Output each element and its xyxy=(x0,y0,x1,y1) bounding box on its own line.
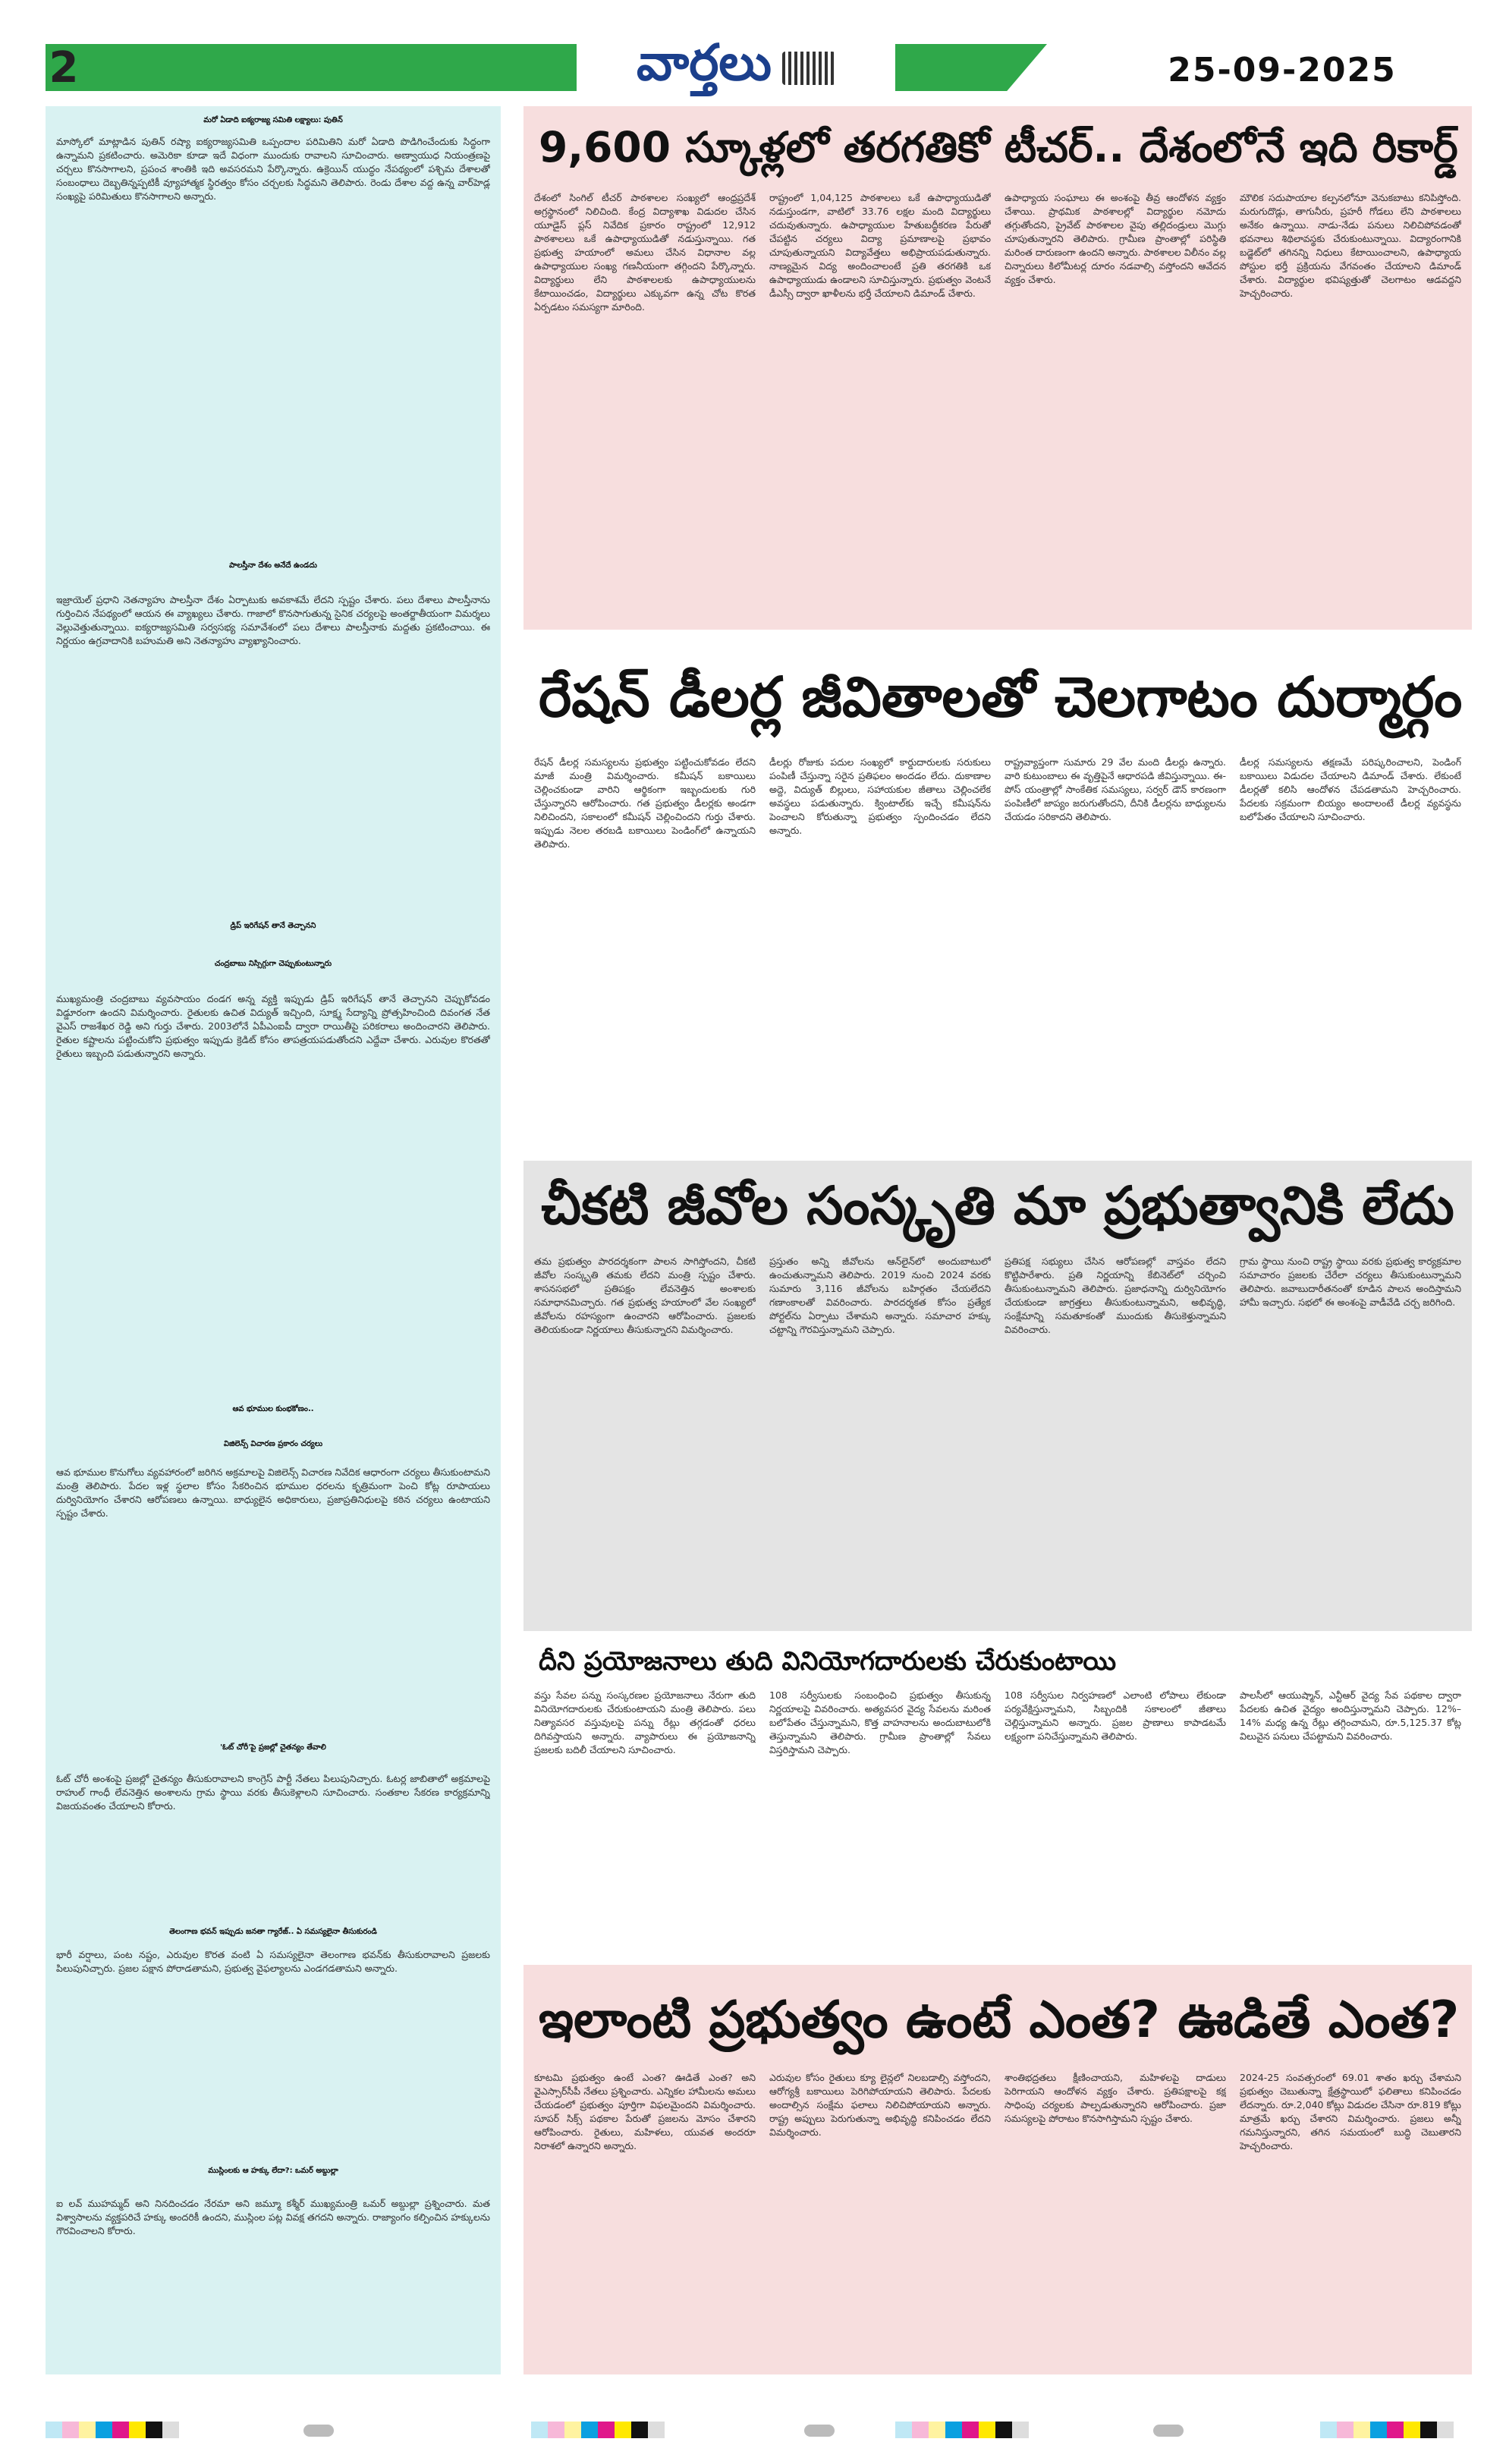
article-column: 2024-25 సంవత్సరంలో 69.01 శాతం ఖర్చు చేశామని ప్రభుత్వం చెబుతున్నా క్షేత్రస్థాయిలో ఫలితాలు కనిపించడం లేదన్నారు. రూ.2,040 కోట్లు విడుదల చేసినా రూ.819 కోట్లు మాత్రమే ఖర్చు చేశారని విమర్శించారు. ప్రజలు అన్నీ గమనిస్తున్నారని, తగిన సమయంలో బుద్ధి చెబుతారని హెచ్చరించారు. xyxy=(1240,2072,1461,2151)
header-band xyxy=(46,44,1047,91)
headline-government-critique: ఇలాంటి ప్రభుత్వం ఉంటే ఎంత? ఊడితే ఎంత? xyxy=(539,1990,1460,2049)
article-dark-gos xyxy=(523,1161,1472,1631)
left-article-vote-chori: ఓట్ చోరీ అంశంపై ప్రజల్లో చైతన్యం తీసుకురావాలని కాంగ్రెస్ పార్టీ నేతలు పిలుపునిచ్చారు. ఓటర్ల జాబితాలో అక్రమాలపై రాహుల్ గాంధీ లేవనెత్తిన అంశాలను గ్రామ స్థాయి వరకు తీసుకెళ్లాలని సూచించారు. సంతకాల సేకరణ కార్యక్రమాన్ని విజయవంతం చేయాలని కోరారు. xyxy=(56,1773,490,1812)
article-column: శాంతిభద్రతలు క్షీణించాయని, మహిళలపై దాడులు పెరిగాయని ఆందోళన వ్యక్తం చేశారు. ప్రతిపక్షాలపై కక్ష సాధింపు చర్యలకు పాల్పడుతున్నారని ఆరోపించారు. ప్రజా సమస్యలపై పోరాటం కొనసాగిస్తామని స్పష్టం చేశారు. xyxy=(1005,2072,1226,2124)
left-column xyxy=(46,106,501,2374)
left-article-drip: ముఖ్యమంత్రి చంద్రబాబు వ్యవసాయం దండగ అన్న వ్యక్తి ఇప్పుడు డ్రిప్ ఇరిగేషన్ తానే తెచ్చానని చెప్పుకోవడం విడ్డూరంగా ఉందని విమర్శించారు. రైతులకు ఉచిత విద్యుత్ ఇచ్చింది, సూక్ష్మ సేద్యాన్ని ప్రోత్సహించింది దివంగత నేత వైఎస్ రాజశేఖర రెడ్డి అని గుర్తు చేశారు. 2003లోనే ఏపీఎంఐపీ ద్వారా రాయితీపై పరికరాలు అందించారని తెలిపారు. రైతుల కష్టాలను పట్టించుకోని ప్రభుత్వం ఇప్పుడు క్రెడిట్ కోసం తాపత్రయపడుతోందని ఎద్దేవా చేశారు. ఎరువుల కొరతతో రైతులు ఇబ్బంది పడుతున్నారని అన్నారు. xyxy=(56,993,490,1059)
article-column: ప్రస్తుతం అన్ని జీవోలను ఆన్‌లైన్‌లో అందుబాటులో ఉంచుతున్నామని తెలిపారు. 2019 నుంచి 2024 వరకు సుమారు 3,116 జీవోలను బహిర్గతం చేయలేదని గణాంకాలతో వివరించారు. పారదర్శకత కోసం ప్రత్యేక పోర్టల్‌ను ఏర్పాటు చేశామని అన్నారు. సమాచార హక్కు చట్టాన్ని గౌరవిస్తున్నామని చెప్పారు. xyxy=(769,1256,991,1335)
left-headline-drip-1: డ్రిప్ ఇరిగేషన్ తానే తెచ్చానని xyxy=(230,922,316,930)
print-register-mark xyxy=(804,2425,835,2437)
left-headline-drip-2: చంద్రబాబు నిస్సిగ్గుగా చెప్పుకుంటున్నారు xyxy=(214,960,332,968)
article-column: దేశంలో సింగిల్ టీచర్ పాఠశాలల సంఖ్యలో ఆంధ్రప్రదేశ్ అగ్రస్థానంలో నిలిచింది. కేంద్ర విద్యాశాఖ విడుదల చేసిన యూడైస్ ప్లస్ నివేదిక ప్రకారం రాష్ట్రంలో 12,912 పాఠశాలలు ఒకే ఉపాధ్యాయుడితో నడుస్తున్నాయి. గత ప్రభుత్వ హయాంలో అమలు చేసిన విధానాల వల్ల ఉపాధ్యాయుల సంఖ్య గణనీయంగా తగ్గిందని పేర్కొన్నారు. విద్యార్థులు లేని పాఠశాలలకు ఉపాధ్యాయులను కేటాయించడం, విద్యార్థులు ఎక్కువగా ఉన్న చోట కొరత ఏర్పడటం సమస్యగా మారింది. xyxy=(534,192,756,313)
article-column: రాష్ట్రంలో 1,04,125 పాఠశాలలు ఒకే ఉపాధ్యాయుడితో నడుస్తుండగా, వాటిలో 33.76 లక్షల మంది విద్యార్థులు చదువుతున్నారు. ఉపాధ్యాయుల హేతుబద్ధీకరణ పేరుతో చేపట్టిన చర్యలు విద్యా ప్రమాణాలపై ప్రభావం చూపుతున్నాయని విద్యావేత్తలు అభిప్రాయపడుతున్నారు. నాణ్యమైన విద్య అందించాలంటే ప్రతి తరగతికి ఒక ఉపాధ్యాయుడు ఉండాలని సూచిస్తున్నారు. ప్రభుత్వం వెంటనే డీఎస్సీ ద్వారా ఖాళీలను భర్తీ చేయాలని డిమాండ్ చేశారు. xyxy=(769,192,991,299)
print-color-bar xyxy=(895,2422,1029,2438)
article-column: డీలర్ల సమస్యలను తక్షణమే పరిష్కరించాలని, పెండింగ్ బకాయిలు విడుదల చేయాలని డిమాండ్ చేశారు. లేకుంటే డీలర్లతో కలిసి ఆందోళన చేపడతామని హెచ్చరించారు. పేదలకు సక్రమంగా బియ్యం అందాలంటే డీలర్ల వ్యవస్థను బలోపేతం చేయాలని సూచించారు. xyxy=(1240,756,1461,822)
left-headline-land-2: విజిలెన్స్ విచారణ ప్రకారం చర్యలు xyxy=(223,1440,323,1448)
headline-consumer-benefits: దీని ప్రయోజనాలు తుది వినియోగదారులకు చేరుకుంటాయి xyxy=(539,1646,1117,1677)
article-consumer-benefits xyxy=(523,1639,1472,1957)
article-column: గ్రామ స్థాయి నుంచి రాష్ట్ర స్థాయి వరకు ప్రభుత్వ కార్యక్రమాల సమాచారం ప్రజలకు చేరేలా చర్యలు తీసుకుంటున్నామని తెలిపారు. జవాబుదారీతనంతో కూడిన పాలన అందిస్తామని హామీ ఇచ్చారు. సభలో ఈ అంశంపై వాడీవేడి చర్చ జరిగింది. xyxy=(1240,1256,1461,1308)
article-column: పాలసీలో ఆయుష్మాన్, ఎన్టీఆర్ వైద్య సేవ పథకాల ద్వారా పేదలకు ఉచిత వైద్యం అందిస్తున్నామని చెప్పారు. 12%–14% మధ్య ఉన్న రేట్లు తగ్గించామని, రూ.5,125.37 కోట్ల విలువైన పనులు చేపట్టామని వివరించారు. xyxy=(1240,1689,1461,1742)
masthead-title: వార్తలు xyxy=(637,33,772,92)
article-column: ఉపాధ్యాయ సంఘాలు ఈ అంశంపై తీవ్ర ఆందోళన వ్యక్తం చేశాయి. ప్రాథమిక పాఠశాలల్లో విద్యార్థుల నమోదు తగ్గుతోందని, ప్రైవేట్ పాఠశాలల వైపు తల్లిదండ్రులు మొగ్గు చూపుతున్నారని తెలిపారు. గ్రామీణ ప్రాంతాల్లో పరిస్థితి మరింత దారుణంగా ఉందని అన్నారు. పాఠశాలల విలీనం వల్ల చిన్నారులు కిలోమీటర్ల దూరం నడవాల్సి వస్తోందని ఆవేదన వ్యక్తం చేశారు. xyxy=(1005,192,1226,285)
print-register-mark xyxy=(303,2425,334,2437)
article-column: తమ ప్రభుత్వం పారదర్శకంగా పాలన సాగిస్తోందని, చీకటి జీవోల సంస్కృతి తమకు లేదని మంత్రి స్పష్టం చేశారు. శాసనసభలో ప్రతిపక్షం లేవనెత్తిన అంశాలకు సమాధానమిచ్చారు. గత ప్రభుత్వ హయాంలో వేల సంఖ్యలో జీవోలను రహస్యంగా ఉంచారని ఆరోపించారు. ప్రజలకు తెలియకుండా నిర్ణయాలు తీసుకున్నారని విమర్శించారు. xyxy=(534,1256,756,1335)
article-column: 108 సర్వీసుల నిర్వహణలో ఎలాంటి లోపాలు లేకుండా పర్యవేక్షిస్తున్నామని, సిబ్బందికి సకాలంలో జీతాలు చెల్లిస్తున్నామని అన్నారు. ప్రజల ప్రాణాలు కాపాడటమే లక్ష్యంగా పనిచేస్తున్నామని తెలిపారు. xyxy=(1005,1689,1226,1742)
left-headline-palestine: పాలస్తీనా దేశం అనేదే ఉండదు xyxy=(229,561,317,570)
print-color-bar xyxy=(46,2422,179,2438)
article-column: వస్తు సేవల పన్ను సంస్కరణల ప్రయోజనాలు నేరుగా తుది వినియోగదారులకు చేరుకుంటాయని మంత్రి తెలిపారు. పలు నిత్యావసర వస్తువులపై పన్ను రేట్లు తగ్గడంతో ధరలు దిగివస్తాయని అన్నారు. వ్యాపారులు ఈ ప్రయోజనాన్ని ప్రజలకు బదిలీ చేయాలని సూచించారు. xyxy=(534,1689,756,1755)
left-headline-omar: ముస్లింలకు ఆ హక్కు లేదా?: ఒమర్ అబ్దుల్లా xyxy=(208,2167,338,2175)
left-article-land: ఆవ భూముల కొనుగోలు వ్యవహారంలో జరిగిన అక్రమాలపై విజిలెన్స్ విచారణ నివేదిక ఆధారంగా చర్యలు తీసుకుంటామని మంత్రి తెలిపారు. పేదల ఇళ్ల స్థలాల కోసం సేకరించిన భూముల ధరలను కృత్రిమంగా పెంచి కోట్ల రూపాయలు దుర్వినియోగం చేశారని ఆరోపణలు ఉన్నాయి. బాధ్యులైన అధికారులు, ప్రజాప్రతినిధులపై కఠిన చర్యలు ఉంటాయని స్పష్టం చేశారు. xyxy=(56,1466,490,1519)
left-article-omar: ఐ లవ్ ముహమ్మద్ అని నినదించడం నేరమా అని జమ్మూ కశ్మీర్ ముఖ్యమంత్రి ఒమర్ అబ్దుల్లా ప్రశ్నించారు. మత విశ్వాసాలను వ్యక్తపరిచే హక్కు అందరికీ ఉందని, ముస్లింల పట్ల వివక్ష తగదని అన్నారు. రాజ్యాంగం కల్పించిన హక్కులను గౌరవించాలని కోరారు. xyxy=(56,2198,490,2236)
article-government-critique xyxy=(523,1965,1472,2374)
article-ration-dealers xyxy=(523,637,1472,1153)
article-column: మౌలిక సదుపాయాల కల్పనలోనూ వెనుకబాటు కనిపిస్తోంది. మరుగుదొడ్లు, తాగునీరు, ప్రహరీ గోడలు లేని పాఠశాలలు అనేకం ఉన్నాయి. నాడు-నేడు పనులు నిలిచిపోవడంతో భవనాలు శిథిలావస్థకు చేరుకుంటున్నాయి. విద్యారంగానికి బడ్జెట్‌లో తగినన్ని నిధులు కేటాయించాలని, ఉపాధ్యాయ పోస్టుల భర్తీ ప్రక్రియను వేగవంతం చేయాలని డిమాండ్ చేశారు. విద్యార్థుల భవిష్యత్తుతో చెలగాటం ఆడవద్దని హెచ్చరించారు. xyxy=(1240,192,1461,299)
article-body xyxy=(534,191,1461,616)
masthead xyxy=(577,33,895,97)
article-body xyxy=(534,756,1461,1142)
article-column: ఎరువుల కోసం రైతులు క్యూ లైన్లలో నిలబడాల్సి వస్తోందని, ఆరోగ్యశ్రీ బకాయిలు పెరిగిపోయాయని తెలిపారు. పేదలకు అందాల్సిన సంక్షేమ ఫలాలు నిలిచిపోయాయని అన్నారు. రాష్ట్ర అప్పులు పెరుగుతున్నా అభివృద్ధి కనిపించడం లేదని విమర్శించారు. xyxy=(769,2072,991,2138)
masthead-logo-icon xyxy=(782,52,835,85)
headline-dark-gos: చీకటి జీవోల సంస్కృతి మా ప్రభుత్వానికి లేదు xyxy=(541,1176,1454,1237)
left-article-palestine: ఇజ్రాయెల్ ప్రధాని నెతన్యాహు పాలస్తీనా దేశం ఏర్పాటుకు అవకాశమే లేదని స్పష్టం చేశారు. పలు దేశాలు పాలస్తీనాను గుర్తించిన నేపథ్యంలో ఆయన ఈ వ్యాఖ్యలు చేశారు. గాజాలో కొనసాగుతున్న సైనిక చర్యలపై అంతర్జాతీయంగా విమర్శలు వెల్లువెత్తుతున్నాయి. ఐక్యరాజ్యసమితి సర్వసభ్య సమావేశంలో పలు దేశాలు పాలస్తీనాకు మద్దతు ప్రకటించాయి. ఈ నిర్ణయం ఉగ్రవాదానికి బహుమతి అని నెతన్యాహు వ్యాఖ్యానించారు. xyxy=(56,594,490,646)
article-column: డీలర్లు రోజుకు పదుల సంఖ్యలో కార్డుదారులకు సరుకులు పంపిణీ చేస్తున్నా సరైన ప్రతిఫలం అందడం లేదు. దుకాణాల అద్దె, విద్యుత్ బిల్లులు, సహాయకుల జీతాలు చెల్లించలేక అవస్థలు పడుతున్నారు. క్వింటాల్‌కు ఇచ్చే కమీషన్‌ను పెంచాలని కోరుతున్నా ప్రభుత్వం స్పందించడం లేదని అన్నారు. xyxy=(769,756,991,836)
print-register-mark xyxy=(1153,2425,1184,2437)
left-article-telangana-bhavan: భారీ వర్షాలు, పంట నష్టం, ఎరువుల కొరత వంటి ఏ సమస్యలైనా తెలంగాణ భవన్‌కు తీసుకురావాలని ప్రజలకు పిలుపునిచ్చారు. ప్రజల పక్షాన పోరాడతామని, ప్రభుత్వ వైఫల్యాలను ఎండగడతామని అన్నారు. xyxy=(56,1949,490,1974)
article-column: రేషన్ డీలర్ల సమస్యలను ప్రభుత్వం పట్టించుకోవడం లేదని మాజీ మంత్రి విమర్శించారు. కమీషన్ బకాయిలు చెల్లించకుండా వారిని ఆర్థికంగా ఇబ్బందులకు గురి చేస్తున్నారని ఆరోపించారు. గత ప్రభుత్వం డీలర్లకు అండగా నిలిచిందని, సకాలంలో కమీషన్ చెల్లించిందని గుర్తు చేశారు. ఇప్పుడు నెలల తరబడి బకాయిలు పెండింగ్‌లో ఉన్నాయని తెలిపారు. xyxy=(534,756,756,850)
left-headline-telangana-bhavan: తెలంగాణ భవన్ ఇప్పుడు జనతా గ్యారేజ్.. ఏ సమస్యలైనా తీసుకురండి xyxy=(169,1928,377,1936)
article-body xyxy=(534,1689,1461,1947)
article-column: ప్రతిపక్ష సభ్యులు చేసిన ఆరోపణల్లో వాస్తవం లేదని కొట్టిపారేశారు. ప్రతి నిర్ణయాన్ని కేబినెట్‌లో చర్చించి తీసుకుంటున్నామని తెలిపారు. ప్రజాధనాన్ని దుర్వినియోగం చేయకుండా జాగ్రత్తలు తీసుకుంటున్నామని, అభివృద్ధి, సంక్షేమాన్ని సమతూకంతో ముందుకు తీసుకెళ్తున్నామని వివరించారు. xyxy=(1005,1256,1226,1335)
article-column: కూటమి ప్రభుత్వం ఉంటే ఎంత? ఊడితే ఎంత? అని వైఎస్సార్‌సీపీ నేతలు ప్రశ్నించారు. ఎన్నికల హామీలను అమలు చేయడంలో ప్రభుత్వం పూర్తిగా విఫలమైందని విమర్శించారు. సూపర్ సిక్స్ పథకాల పేరుతో ప్రజలను మోసం చేశారని ఆరోపించారు. రైతులు, మహిళలు, యువత అందరూ నిరాశలో ఉన్నారని అన్నారు. xyxy=(534,2072,756,2151)
print-color-bar xyxy=(531,2422,665,2438)
left-headline-land-1: ఆవ భూముల కుంభకోణం.. xyxy=(232,1405,314,1413)
article-body xyxy=(534,1255,1461,1619)
left-headline-putin: మరో ఏడాది ఐక్యరాజ్య సమితి లక్ష్యాలు: పుతిన్ xyxy=(203,116,343,124)
left-headline-vote-chori: 'ఓట్ చోరీ'పై ప్రజల్లో చైతన్యం తేవాలి xyxy=(220,1743,326,1752)
article-column: 108 సర్వీసులకు సంబంధించి ప్రభుత్వం తీసుకున్న నిర్ణయాలపై వివరించారు. అత్యవసర వైద్య సేవలను మరింత బలోపేతం చేస్తున్నామని, కొత్త వాహనాలను అందుబాటులోకి తెస్తున్నామని తెలిపారు. గ్రామీణ ప్రాంతాల్లో సేవలు విస్తరిస్తామని చెప్పారు. xyxy=(769,1689,991,1755)
article-single-teacher-schools xyxy=(523,106,1472,630)
issue-date: 25-09-2025 xyxy=(1168,50,1397,90)
page-number: 2 xyxy=(49,42,79,93)
headline-single-teacher-schools: 9,600 స్కూళ్లలో తరగతికో టీచర్.. దేశంలోనే ఇది రికార్డ్ xyxy=(539,123,1458,171)
print-color-bar xyxy=(1320,2422,1454,2438)
article-column: రాష్ట్రవ్యాప్తంగా సుమారు 29 వేల మంది డీలర్లు ఉన్నారు. వారి కుటుంబాలు ఈ వృత్తిపైనే ఆధారపడి జీవిస్తున్నాయి. ఈ-పోస్ యంత్రాల్లో సాంకేతిక సమస్యలు, సర్వర్ డౌన్ కారణంగా పంపిణీలో జాప్యం జరుగుతోందని, దీనికి డీలర్లను బాధ్యులను చేయడం సరికాదని తెలిపారు. xyxy=(1005,756,1226,822)
left-article-putin: మాస్కోలో మాట్లాడిన పుతిన్ రష్యా ఐక్యరాజ్యసమితి ఒప్పందాల పరిమితిని మరో ఏడాది పొడిగించేందుకు సిద్ధంగా ఉన్నామని ప్రకటించారు. అమెరికా కూడా ఇదే విధంగా ముందుకు రావాలని సూచించారు. అణ్వాయుధ నియంత్రణపై చర్చలు కొనసాగాలని, ప్రపంచ శాంతికి ఇది అవసరమని పేర్కొన్నారు. ఉక్రెయిన్ యుద్ధం నేపథ్యంలో పశ్చిమ దేశాలతో సంబంధాలు దెబ్బతిన్నప్పటికీ వ్యూహాత్మక స్థిరత్వం కోసం చర్చలకు సిద్ధమని తెలిపారు. రెండు దేశాల వద్ద ఉన్న వార్‌హెడ్ల సంఖ్యపై పరిమితులు కొనసాగాలని అన్నారు. xyxy=(56,136,490,202)
article-body xyxy=(534,2071,1461,2363)
headline-ration-dealers: రేషన్ డీలర్ల జీవితాలతో చెలగాటం దుర్మార్గం xyxy=(539,665,1463,730)
